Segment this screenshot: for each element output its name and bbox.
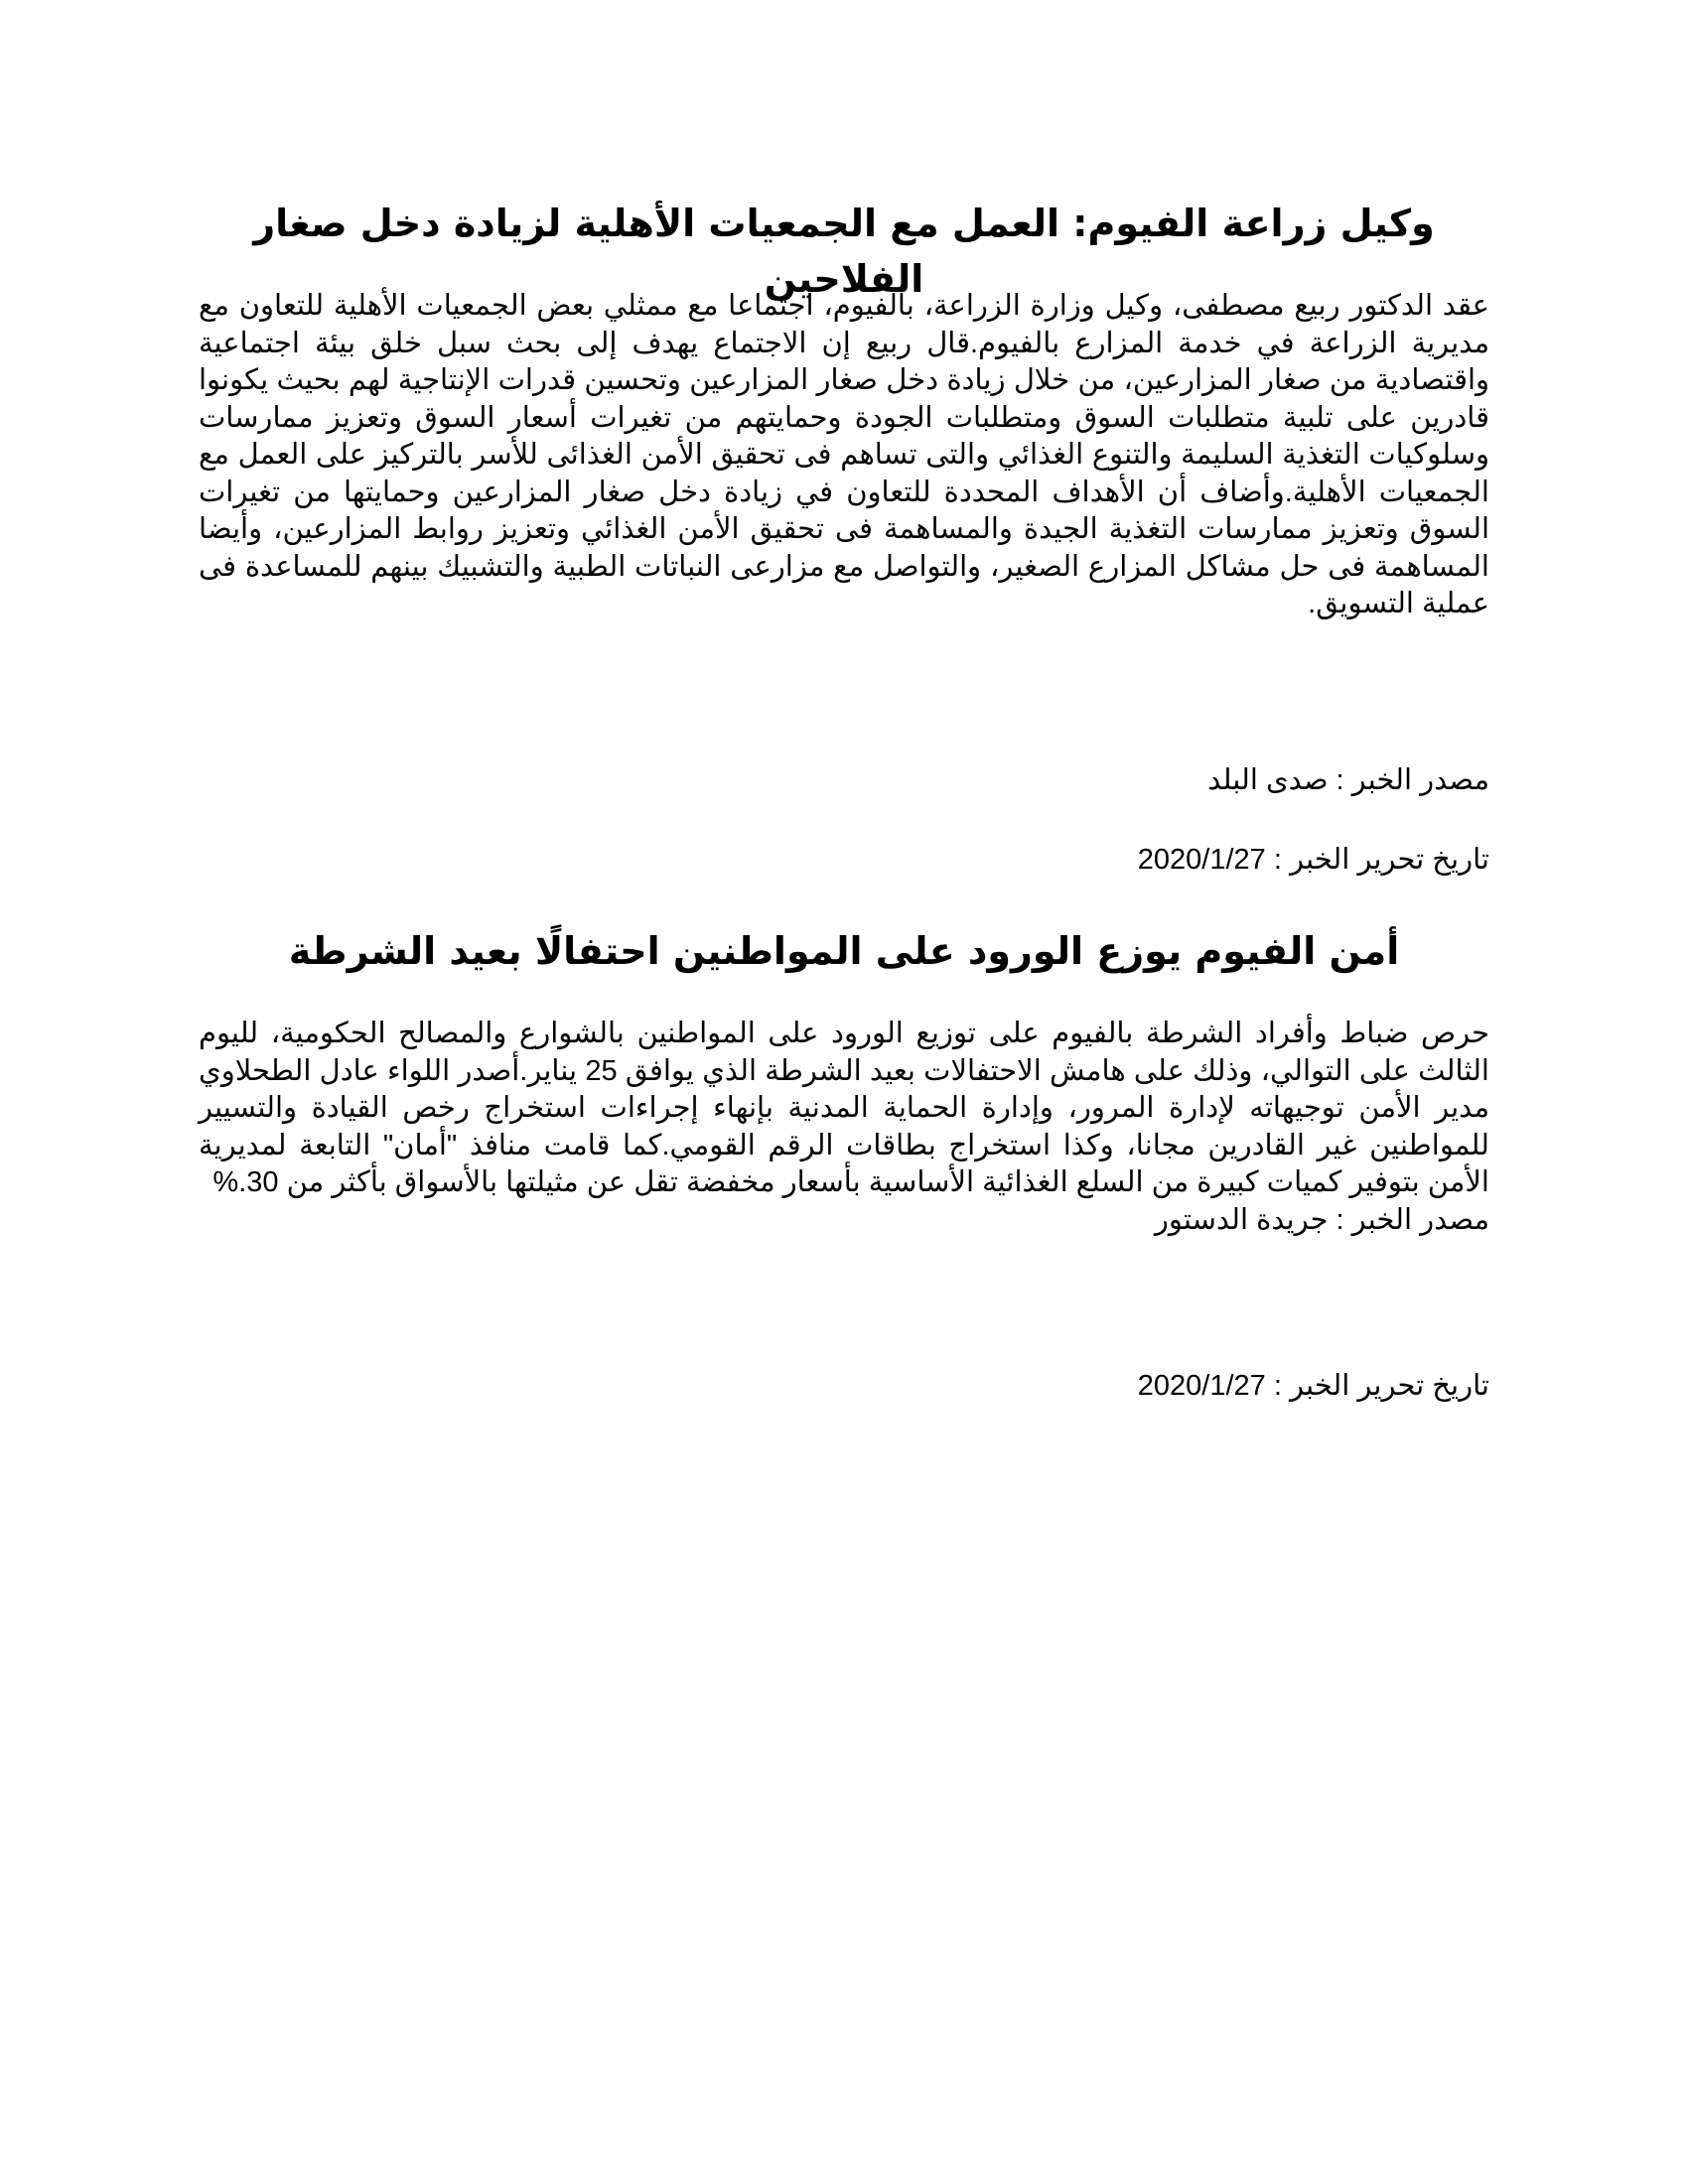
article-2-source: مصدر الخبر : جريدة الدستور	[1154, 1203, 1489, 1236]
article-2-body: حرص ضباط وأفراد الشرطة بالفيوم على توزيع الورود على المواطنين بالشوارع والمصالح الحكومية، لليوم الثالث على التوالي، وذلك على هامش الاحتفالات بعيد الشرطة الذي يوافق 25 يناير.أصدر اللواء عادل الطحلاوي مدير الأمن توجيهاته لإدارة المرور، وإدارة الحماية المدنية بإنهاء إجراءات استخراج رخص القيادة والتسيير للمواطنين غير القادرين مجانا، وكذا استخراج بطاقات الرقم القومي.كما قامت منافذ "أمان" التابعة لمديرية الأمن بتوفير كميات كبيرة من السلع الغذائية الأساسية بأسعار مخفضة تقل عن مثيلتها بالأسواق بأكثر من 30.%	[199, 1018, 1489, 1198]
article-2-date: تاريخ تحرير الخبر : 2020/1/27	[1137, 1370, 1489, 1402]
article-2-headline: أمن الفيوم يوزع الورود على المواطنين احتفالًا بعيد الشرطة	[288, 929, 1400, 973]
article-2-date-block	[199, 1366, 1489, 1406]
article-2-body-block	[199, 1016, 1489, 1239]
article-1-body: عقد الدكتور ربيع مصطفى، وكيل وزارة الزراعة، بالفيوم، اجتماعا مع ممثلي بعض الجمعيات الأهلية للتعاون مع مديرية الزراعة في خدمة المزارع بالفيوم.قال ربيع إن الاجتماع يهدف إلى بحث سبل خلق بيئة اجتماعية واقتصادية من صغار المزارعين، من خلال زيادة دخل صغار المزارعين وتحسين قدرات الإنتاجية لهم بحيث يكونوا قادرين على تلبية متطلبات السوق ومتطلبات الجودة وحمايتهم من تغيرات أسعار السوق وتعزيز ممارسات وسلوكيات التغذية السليمة والتنوع الغذائي والتى تساهم فى تحقيق الأمن الغذائى للأسر بالتركيز على العمل مع الجمعيات الأهلية.وأضاف أن الأهداف المحددة للتعاون في زيادة دخل صغار المزارعين وحمايتها من تغيرات السوق وتعزيز ممارسات التغذية الجيدة والمساهمة فى تحقيق الأمن الغذائي وتعزيز روابط المزارعين، وأيضا المساهمة فى حل مشاكل المزارع الصغير، والتواصل مع مزارعى النباتات الطبية والتشبيك بينهم للمساعدة فى عملية التسويق.	[199, 290, 1489, 619]
article-1-body-block	[199, 288, 1489, 623]
article-1-date-block	[199, 840, 1489, 880]
article-1-headline: وكيل زراعة الفيوم: العمل مع الجمعيات الأهلية لزيادة دخل صغار الفلاحين	[253, 202, 1435, 301]
article-1-source: مصدر الخبر : صدى البلد	[1207, 764, 1489, 796]
article-1-source-block	[199, 760, 1489, 800]
article-1-date: تاريخ تحرير الخبر : 2020/1/27	[1137, 844, 1489, 876]
article-2-headline-block	[199, 923, 1489, 979]
